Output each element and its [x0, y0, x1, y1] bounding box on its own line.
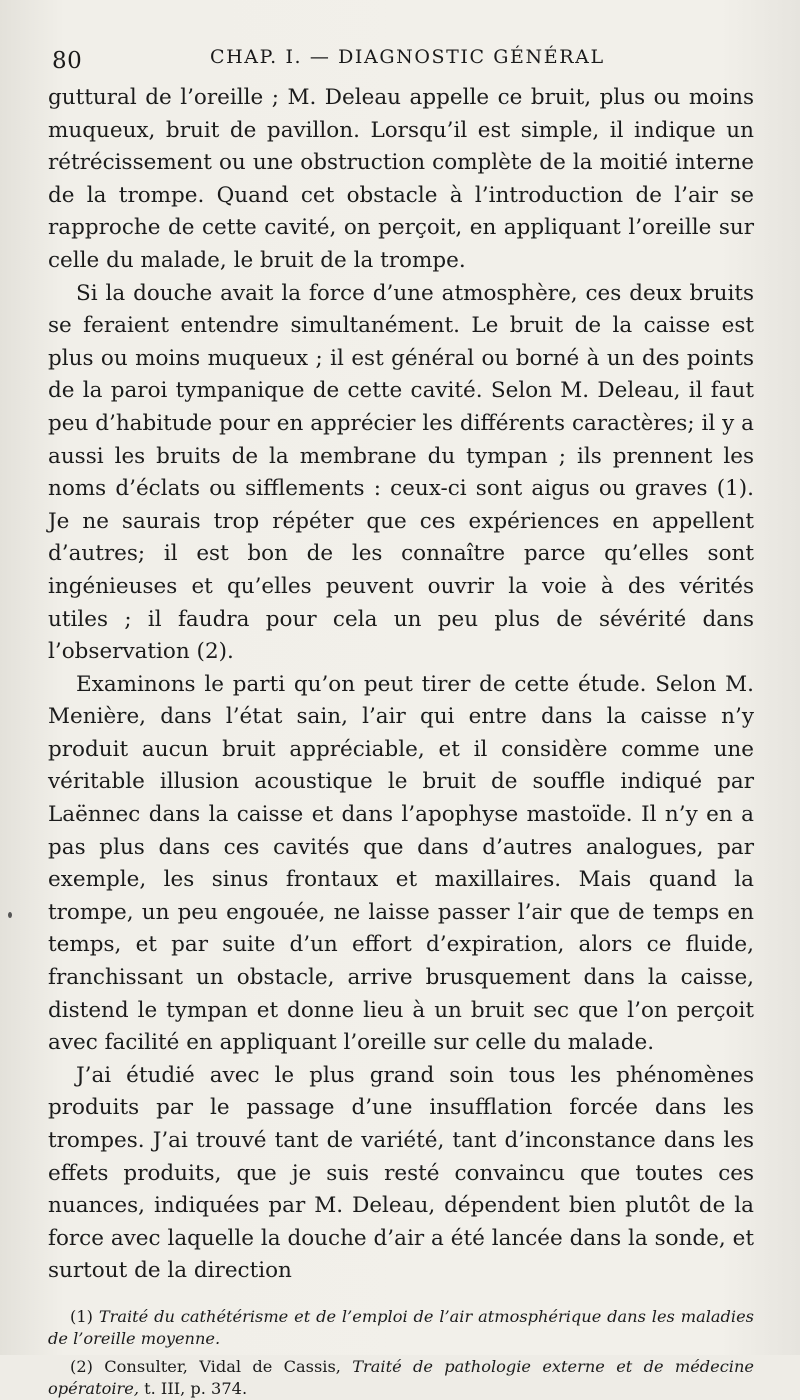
footnotes — [48, 1306, 754, 1400]
footnote-2-rest: t. III, p. 374. — [144, 1378, 248, 1398]
footnote-2-lead: Consulter, Vidal de Cassis, — [104, 1356, 353, 1376]
paragraph-2: Si la douche avait la force d’une atmosphère, ces deux bruits se feraient entendre simultanément. Le bruit de la caisse est plus ou moins muqueux ; il est général ou borné à un des points de la paroi tympanique de cette cavité. Selon M. Deleau, il faut peu d’habitude pour en apprécier les différents caractères; il y a aussi les bruits de la membrane du tympan ; ils prennent les noms d’éclats ou sifflements : ceux-ci sont aigus ou graves (1). Je ne saurais trop répéter que ces expériences en appellent d’autres; il est bon de les connaître parce qu’elles sont ingénieuses et qu’elles peuvent ouvrir la voie à des vérités utiles ; il faudra pour cela un peu plus de sévérité dans l’observation (2). — [48, 280, 754, 665]
footnote-2 — [48, 1356, 754, 1400]
paragraph-1: guttural de l’oreille ; M. Deleau appelle ce bruit, plus ou moins muqueux, bruit de pavillon. Lorsqu’il est simple, il indique un rétrécissement ou une obstruction complète de la moitié interne de la trompe. Quand cet obstacle à l’introduction de l’air se rapproche de cette cavité, on perçoit, en appliquant l’oreille sur celle du malade, le bruit de la trompe. — [48, 85, 754, 273]
footnote-2-title: Traité de pathologie externe et de médecine opératoire, — [48, 1356, 754, 1398]
paragraph-3: Examinons le parti qu’on peut tirer de cette étude. Selon M. Menière, dans l’état sain, l’air qui entre dans la caisse n’y produit aucun bruit appréciable, et il considère comme une véritable illusion acoustique le bruit de souffle indiqué par Laënnec dans la caisse et dans l’apophyse mastoïde. Il n’y en a pas plus dans ces cavités que dans d’autres analogues, par exemple, les sinus frontaux et maxillaires. Mais quand la trompe, un peu engouée, ne laisse passer l’air que de temps en temps, et par suite d’un effort d’expiration, alors ce fluide, franchissant un obstacle, arrive brusquement dans la caisse, distend le tympan et donne lieu à un bruit sec que l’on perçoit avec facilité en appliquant l’oreille sur celle du malade. — [48, 671, 754, 1056]
running-head — [48, 38, 754, 82]
body-text — [48, 82, 754, 1288]
chapter-title: CHAP. I. — DIAGNOSTIC GÉNÉRAL — [210, 46, 605, 68]
footnote-1-title: Traité du cathétérisme et de l’emploi de l’air atmosphérique dans les maladies de l’oreille moyenne. — [48, 1306, 754, 1348]
footnote-1-marker: (1) — [70, 1306, 93, 1326]
margin-mark — [8, 912, 12, 918]
page-number: 80 — [52, 48, 83, 74]
footnote-1 — [48, 1306, 754, 1350]
footnote-2-marker: (2) — [70, 1356, 93, 1376]
paragraph-4: J’ai étudié avec le plus grand soin tous les phénomènes produits par le passage d’une insufflation forcée dans les trompes. J’ai trouvé tant de variété, tant d’inconstance dans les effets produits, que je suis resté convaincu que toutes ces nuances, indiquées par M. Deleau, dépendent bien plutôt de la force avec laquelle la douche d’air a été lancée dans la sonde, et surtout de la direction — [48, 1062, 754, 1284]
